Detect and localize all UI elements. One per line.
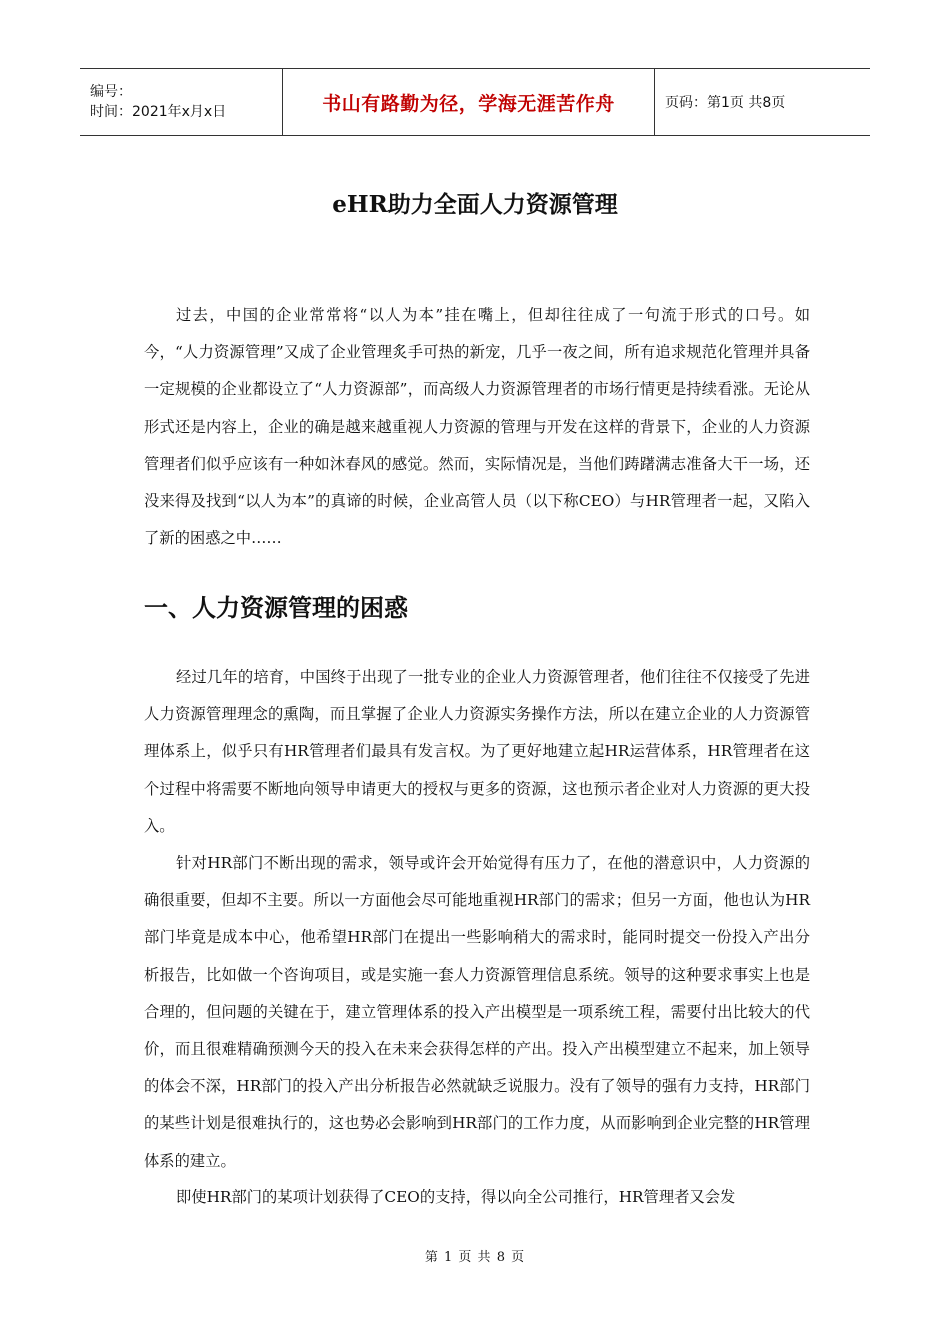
document-date-label: 时间：2021年x月x日 — [90, 104, 227, 120]
body-paragraph: 即使HR部门的某项计划获得了CEO的支持，得以向全公司推行，HR管理者又会发 — [176, 1188, 736, 1206]
document-header — [80, 68, 870, 136]
header-motto: 书山有路勤为径，学海无涯苦作舟 — [322, 92, 615, 115]
header-motto-cell — [282, 69, 655, 135]
document-number-label: 编号： — [90, 84, 132, 100]
intro-paragraph: 过去，中国的企业常常将“以人为本”挂在嘴上，但却往往成了一句流于形式的口号。如今，“人力资源管理”又成了企业管理炙手可热的新宠，几乎一夜之间，所有追求规范化管理并具备一定规模的企业都设立了“人力资源部”，而高级人力资源管理者的市场行情更是持续看涨。无论从形式还是内容上，企业的确是越来越重视人力资源的管理与开发在这样的背景下，企业的人力资源管理者们似乎应该有一种如沐春风的感觉。然而，实际情况是，当他们踌躇满志准备大干一场，还没来得及找到“以人为本”的真谛的时候，企业高管人员（以下称CEO）与HR管理者一起，又陷入了新的困惑之中…… — [144, 306, 810, 548]
body-paragraph: 经过几年的培育，中国终于出现了一批专业的企业人力资源管理者，他们往往不仅接受了先进人力资源管理理念的熏陶，而且掌握了企业人力资源实务操作方法，所以在建立企业的人力资源管理体系上，似乎只有HR管理者们最具有发言权。为了更好地建立起HR运营体系，HR管理者在这个过程中将需要不断地向领导申请更大的授权与更多的资源，这也预示者企业对人力资源的更大投入。 — [144, 668, 810, 835]
header-page-info: 页码：第1页 共8页 — [665, 95, 786, 111]
document-title: eHR助力全面人力资源管理 — [332, 191, 618, 218]
body-paragraph: 针对HR部门不断出现的需求，领导或许会开始觉得有压力了，在他的潜意识中，人力资源的确很重要，但却不主要。所以一方面他会尽可能地重视HR部门的需求；但另一方面，他也认为HR部门毕竟是成本中心，他希望HR部门在提出一些影响稍大的需求时，能同时提交一份投入产出分析报告，比如做一个咨询项目，或是实施一套人力资源管理信息系统。领导的这种要求事实上也是合理的，但问题的关键在于，建立管理体系的投入产出模型是一项系统工程，需要付出比较大的代价，而且很难精确预测今天的投入在未来会获得怎样的产出。投入产出模型建立不起来，加上领导的体会不深，HR部门的投入产出分析报告必然就缺乏说服力。没有了领导的强有力支持，HR部门的某些计划是很难执行的，这也势必会影响到HR部门的工作力度，从而影响到企业完整的HR管理体系的建立。 — [144, 854, 810, 1170]
section-heading: 一、人力资源管理的困惑 — [144, 594, 408, 622]
header-page-info-cell — [655, 69, 870, 135]
page-footer: 第 1 页 共 8 页 — [424, 1250, 526, 1265]
header-meta — [80, 69, 282, 135]
